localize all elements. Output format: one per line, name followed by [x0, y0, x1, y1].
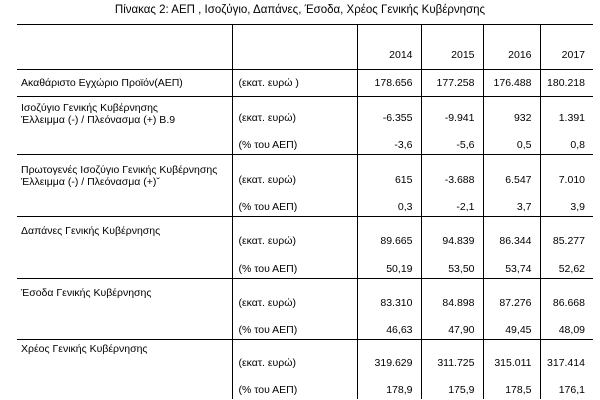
table-row-balance [17, 97, 593, 128]
value-cell: 315.011 [483, 340, 540, 372]
year-header: 2016 [483, 25, 540, 70]
value-cell: 176.488 [483, 70, 540, 97]
value-cell: 178.656 [357, 70, 421, 97]
row-label-empty [17, 127, 232, 155]
value-cell: 178,5 [483, 372, 540, 399]
value-cell: 87.276 [483, 278, 540, 312]
value-cell: 175,9 [421, 372, 483, 399]
value-cell: 49,45 [483, 312, 540, 340]
value-cell: 0,8 [540, 127, 593, 155]
row-label-empty [17, 372, 232, 399]
value-cell: 176,1 [558, 383, 585, 396]
value-cell: 86.344 [483, 217, 540, 251]
value-cell: 1.391 [558, 112, 585, 124]
value-cell: 319.629 [357, 340, 421, 372]
value-cell: 6.547 [483, 155, 540, 190]
row-label-empty [17, 189, 232, 217]
value-cell: -2,1 [421, 189, 483, 217]
row-label-empty [17, 312, 232, 340]
value-cell: 83.310 [357, 278, 421, 312]
row-unit: (% του ΑΕΠ) [232, 250, 357, 278]
value-cell: 50,19 [357, 250, 421, 278]
value-cell: -9.941 [421, 97, 483, 128]
row-label: Χρέος Γενικής Κυβέρνησης [17, 340, 232, 372]
table-row-expenditure [17, 217, 593, 251]
row-label-empty [17, 250, 232, 278]
value-cell: 85.277 [552, 235, 585, 247]
value-cell: 53,74 [483, 250, 540, 278]
fiscal-table [17, 24, 593, 399]
value-cell: 0,5 [483, 127, 540, 155]
row-label-line2: Έλλειμμα (-) / Πλεόνασμα (+)ˇ [21, 176, 160, 188]
value-cell: -5,6 [421, 127, 483, 155]
value-cell: 3,7 [483, 189, 540, 217]
value-cell: -3,6 [357, 127, 421, 155]
row-unit: (εκατ. ευρώ) [232, 155, 357, 190]
row-label [17, 97, 232, 128]
year-header: 2015 [421, 25, 483, 70]
value-cell: 53,50 [421, 250, 483, 278]
row-unit: (% του ΑΕΠ) [232, 312, 357, 340]
value-cell: 178,9 [357, 372, 421, 399]
row-label: Ακαθάριστο Εγχώριο Προϊόν(ΑΕΠ) [17, 70, 232, 97]
value-cell: 86.668 [552, 296, 585, 309]
year-header: 2014 [357, 25, 421, 70]
row-label: Έσοδα Γενικής Κυβέρνησης [17, 278, 232, 312]
row-unit: (% του ΑΕΠ) [232, 127, 357, 155]
table-row-balance-pct [17, 127, 593, 155]
row-label-line1: Πρωτογενές Ισοζύγιο Γενικής Κυβέρνησης [21, 164, 218, 176]
value-cell: -3.688 [421, 155, 483, 190]
row-label-line1: Ισοζύγιο Γενικής Κυβέρνησης [21, 102, 158, 114]
table-row-debt-pct [17, 372, 593, 399]
header-empty-unit [232, 25, 357, 70]
row-unit: (εκατ. ευρώ) [232, 340, 357, 372]
row-unit: (% του ΑΕΠ) [232, 189, 357, 217]
value-cell: 311.725 [421, 340, 483, 372]
value-cell: 48,09 [540, 312, 593, 340]
row-label-line2: Έλλειμμα (-) / Πλεόνασμα (+) Β.9 [21, 114, 176, 126]
table-row-primary-balance [17, 155, 593, 190]
row-unit: (εκατ. ευρώ) [232, 217, 357, 251]
value-cell: 84.898 [421, 278, 483, 312]
value-cell: 89.665 [357, 217, 421, 251]
row-label: Δαπάνες Γενικής Κυβέρνησης [17, 217, 232, 251]
value-cell: 180.218 [540, 70, 593, 97]
value-cell: 47,90 [421, 312, 483, 340]
row-unit: (εκατ. ευρώ ) [232, 70, 357, 97]
value-cell: 52,62 [540, 250, 593, 278]
value-cell: 3,9 [540, 189, 593, 217]
table-row-gdp [17, 70, 593, 97]
value-cell: 615 [357, 155, 421, 190]
value-cell: 94.839 [421, 217, 483, 251]
value-cell: 46,63 [357, 312, 421, 340]
row-unit: (εκατ. ευρώ) [232, 278, 357, 312]
table-title: Πίνακας 2: ΑΕΠ , Ισοζύγιο, Δαπάνες, Έσοδα, Χρέος Γενικής Κυβέρνησης [114, 4, 486, 16]
value-cell: 177.258 [421, 70, 483, 97]
value-cell: -6.355 [357, 97, 421, 128]
table-row-expenditure-pct [17, 250, 593, 278]
year-header: 2017 [540, 25, 593, 70]
header-empty-label [17, 25, 232, 70]
value-cell: 932 [483, 97, 540, 128]
table-row-primary-balance-pct [17, 189, 593, 217]
row-unit: (εκατ. ευρώ) [232, 97, 357, 128]
value-cell: 317.414 [547, 356, 585, 369]
table-row-revenue [17, 278, 593, 312]
value-cell: 0,3 [357, 189, 421, 217]
row-unit: (% του ΑΕΠ) [232, 372, 357, 399]
row-label [17, 155, 232, 190]
value-cell: 7.010 [558, 174, 585, 186]
table-row-debt [17, 340, 593, 372]
header-row [17, 25, 593, 70]
table-row-revenue-pct [17, 312, 593, 340]
